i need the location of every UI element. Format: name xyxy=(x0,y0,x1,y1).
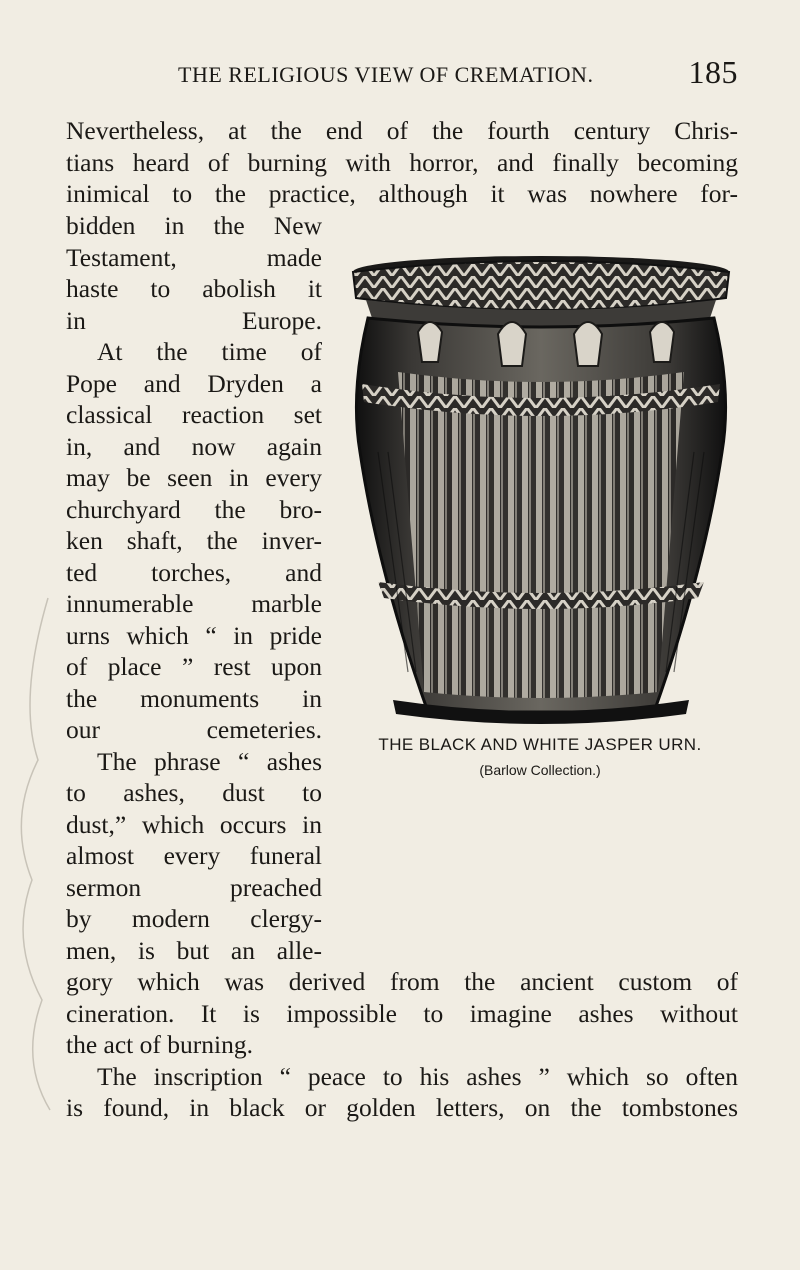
text-line: the monuments in xyxy=(66,683,322,713)
text-line: Nevertheless, at the end of the fourth century Chris- xyxy=(66,116,738,145)
text-line: inimical to the practice, although it was nowhere for- xyxy=(66,179,738,208)
text-line: ted torches, and xyxy=(66,557,322,587)
figure-caption: THE BLACK AND WHITE JASPER URN. xyxy=(378,735,702,754)
text-line: gory which was derived from the ancient custom of xyxy=(66,967,738,996)
text-line: may be seen in every xyxy=(66,463,322,492)
text-line: haste to abolish it xyxy=(66,274,322,303)
text-line: in Europe. xyxy=(66,305,322,335)
running-title: THE RELIGIOUS VIEW OF CREMATION. xyxy=(178,62,594,87)
text-line: cineration. It is impossible to imagine ashes without xyxy=(66,998,738,1028)
text-line: The inscription “ peace to his ashes ” which so often xyxy=(97,1061,738,1091)
text-line: sermon preached xyxy=(66,872,322,902)
text-line: the act of burning. xyxy=(66,1030,253,1059)
text-line: our cemeteries. xyxy=(66,715,322,744)
figure-credit: (Barlow Collection.) xyxy=(479,762,601,778)
text-line: in, and now again xyxy=(66,431,322,461)
text-line: innumerable marble xyxy=(66,589,322,618)
text-line: Testament, made xyxy=(66,242,322,272)
text-line: tians heard of burning with horror, and finally becoming xyxy=(66,147,738,177)
text-line: by modern clergy- xyxy=(66,904,322,933)
text-line: men, is but an alle- xyxy=(66,935,322,965)
text-line: to ashes, dust to xyxy=(66,778,322,807)
text-line: The phrase “ ashes xyxy=(97,746,322,776)
text-line: dust,” which occurs in xyxy=(66,809,322,839)
text-line: classical reaction set xyxy=(66,400,322,429)
text-line: churchyard the bro- xyxy=(66,494,322,524)
text-line: ken shaft, the inver- xyxy=(66,526,322,555)
text-line: urns which “ in pride xyxy=(66,620,322,650)
text-line: of place ” rest upon xyxy=(66,652,322,681)
text-line: is found, in black or golden letters, on the tombstones xyxy=(66,1093,738,1122)
page-number: 185 xyxy=(688,54,738,90)
text-line: bidden in the New xyxy=(66,211,322,240)
text-line: At the time of xyxy=(97,337,322,366)
text-line: almost every funeral xyxy=(66,841,322,870)
text-line: Pope and Dryden a xyxy=(66,368,322,398)
